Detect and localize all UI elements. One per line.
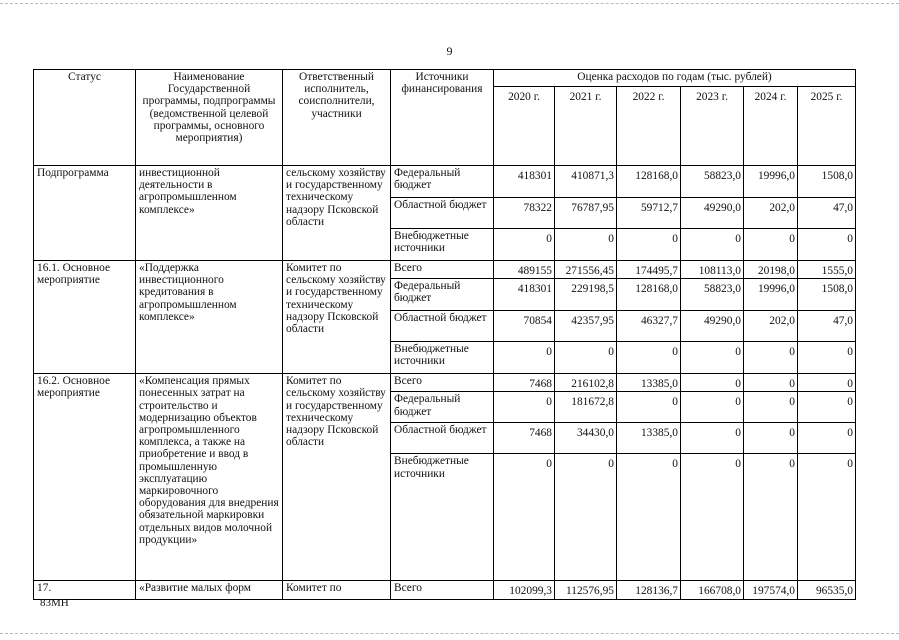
table-row <box>34 581 856 599</box>
value-cell: 128168,0 <box>617 166 681 198</box>
header-estimate: Оценка расходов по годам (тыс. рублей) <box>494 70 856 87</box>
source-cell: Внебюджетные источники <box>391 454 494 581</box>
value-cell: 59712,7 <box>617 198 681 229</box>
name-cell: инвестиционной деятельности в агропромышленном комплексе» <box>136 166 283 261</box>
value-cell: 78322 <box>494 198 555 229</box>
value-cell: 0 <box>744 454 798 581</box>
header-status: Статус <box>34 70 136 166</box>
status-cell: Подпрограмма <box>34 166 136 261</box>
value-cell: 0 <box>744 374 798 392</box>
page-number: 9 <box>446 44 453 58</box>
header-sources: Источники финансирования <box>391 70 494 166</box>
value-cell: 0 <box>555 342 617 374</box>
executor-cell: Комитет по сельскому хозяйству и государственному техническому надзору Псковской области <box>283 374 391 581</box>
executor-cell: Комитет по сельскому хозяйству и государственному техническому надзору Псковской области <box>283 261 391 374</box>
source-cell: Областной бюджет <box>391 311 494 342</box>
value-cell: 47,0 <box>798 311 856 342</box>
value-cell: 19996,0 <box>744 279 798 311</box>
header-year: 2024 г. <box>744 87 798 166</box>
table-body <box>34 70 856 600</box>
value-cell: 0 <box>494 229 555 261</box>
source-cell: Всего <box>391 374 494 392</box>
source-cell: Внебюджетные источники <box>391 229 494 261</box>
value-cell: 0 <box>744 229 798 261</box>
status-cell: 17. <box>34 581 136 599</box>
value-cell: 271556,45 <box>555 261 617 279</box>
source-cell: Внебюджетные источники <box>391 342 494 374</box>
value-cell: 197574,0 <box>744 581 798 599</box>
header-name: Наименование Государственной программы, подпрограммы (ведомственной целевой программы, основного мероприятия) <box>136 70 283 166</box>
header-row <box>34 70 856 87</box>
source-cell: Областной бюджет <box>391 198 494 229</box>
value-cell: 0 <box>744 342 798 374</box>
value-cell: 7468 <box>494 374 555 392</box>
table-row <box>34 261 856 279</box>
value-cell: 13385,0 <box>617 423 681 454</box>
value-cell: 0 <box>744 392 798 423</box>
value-cell: 34430,0 <box>555 423 617 454</box>
value-cell: 0 <box>798 342 856 374</box>
value-cell: 0 <box>617 392 681 423</box>
value-cell: 112576,95 <box>555 581 617 599</box>
value-cell: 49290,0 <box>681 198 744 229</box>
value-cell: 1508,0 <box>798 279 856 311</box>
value-cell: 76787,95 <box>555 198 617 229</box>
value-cell: 410871,3 <box>555 166 617 198</box>
value-cell: 0 <box>798 454 856 581</box>
value-cell: 174495,7 <box>617 261 681 279</box>
value-cell: 0 <box>617 342 681 374</box>
value-cell: 0 <box>617 229 681 261</box>
value-cell: 46327,7 <box>617 311 681 342</box>
executor-cell: Комитет по <box>283 581 391 599</box>
table-row <box>34 166 856 198</box>
value-cell: 49290,0 <box>681 311 744 342</box>
value-cell: 0 <box>494 342 555 374</box>
status-cell: 16.2. Основное мероприятие <box>34 374 136 581</box>
value-cell: 0 <box>798 392 856 423</box>
value-cell: 0 <box>744 423 798 454</box>
value-cell: 0 <box>681 454 744 581</box>
header-executor: Ответственный исполнитель, соисполнители, участники <box>283 70 391 166</box>
name-cell: «Развитие малых форм <box>136 581 283 599</box>
value-cell: 216102,8 <box>555 374 617 392</box>
header-year: 2022 г. <box>617 87 681 166</box>
value-cell: 0 <box>798 374 856 392</box>
value-cell: 0 <box>681 423 744 454</box>
scan-edge-top <box>0 3 899 5</box>
value-cell: 0 <box>555 229 617 261</box>
value-cell: 0 <box>798 229 856 261</box>
value-cell: 202,0 <box>744 198 798 229</box>
value-cell: 7468 <box>494 423 555 454</box>
value-cell: 96535,0 <box>798 581 856 599</box>
source-cell: Федеральный бюджет <box>391 166 494 198</box>
value-cell: 0 <box>617 454 681 581</box>
value-cell: 418301 <box>494 279 555 311</box>
footer-code: 83МН <box>40 597 69 609</box>
name-cell: «Компенсация прямых понесенных затрат на строительство и модернизацию объектов агропромышленного комплекса, а также на приобретение и ввод в промышленную эксплуатацию маркировочного оборудования для внедрения обязательной маркировки отдельных видов молочной продукции» <box>136 374 283 581</box>
value-cell: 0 <box>681 342 744 374</box>
status-cell: 16.1. Основное мероприятие <box>34 261 136 374</box>
value-cell: 0 <box>494 392 555 423</box>
value-cell: 128168,0 <box>617 279 681 311</box>
value-cell: 102099,3 <box>494 581 555 599</box>
header-year: 2020 г. <box>494 87 555 166</box>
value-cell: 58823,0 <box>681 279 744 311</box>
table-row <box>34 374 856 392</box>
name-cell: «Поддержка инвестиционного кредитования в агропромышленном комплексе» <box>136 261 283 374</box>
value-cell: 13385,0 <box>617 374 681 392</box>
value-cell: 70854 <box>494 311 555 342</box>
source-cell: Всего <box>391 261 494 279</box>
budget-table <box>33 69 856 600</box>
value-cell: 0 <box>494 454 555 581</box>
source-cell: Федеральный бюджет <box>391 279 494 311</box>
value-cell: 108113,0 <box>681 261 744 279</box>
value-cell: 202,0 <box>744 311 798 342</box>
source-cell: Областной бюджет <box>391 423 494 454</box>
value-cell: 0 <box>555 454 617 581</box>
value-cell: 0 <box>681 392 744 423</box>
value-cell: 128136,7 <box>617 581 681 599</box>
executor-cell: сельскому хозяйству и государственному техническому надзору Псковской области <box>283 166 391 261</box>
source-cell: Федеральный бюджет <box>391 392 494 423</box>
value-cell: 181672,8 <box>555 392 617 423</box>
header-year: 2023 г. <box>681 87 744 166</box>
value-cell: 489155 <box>494 261 555 279</box>
value-cell: 229198,5 <box>555 279 617 311</box>
value-cell: 166708,0 <box>681 581 744 599</box>
value-cell: 20198,0 <box>744 261 798 279</box>
value-cell: 19996,0 <box>744 166 798 198</box>
value-cell: 0 <box>798 423 856 454</box>
value-cell: 1555,0 <box>798 261 856 279</box>
header-year: 2025 г. <box>798 87 856 166</box>
scan-edge-bottom <box>0 633 899 635</box>
value-cell: 42357,95 <box>555 311 617 342</box>
header-year: 2021 г. <box>555 87 617 166</box>
value-cell: 47,0 <box>798 198 856 229</box>
source-cell: Всего <box>391 581 494 599</box>
value-cell: 418301 <box>494 166 555 198</box>
value-cell: 0 <box>681 229 744 261</box>
value-cell: 0 <box>681 374 744 392</box>
value-cell: 1508,0 <box>798 166 856 198</box>
value-cell: 58823,0 <box>681 166 744 198</box>
